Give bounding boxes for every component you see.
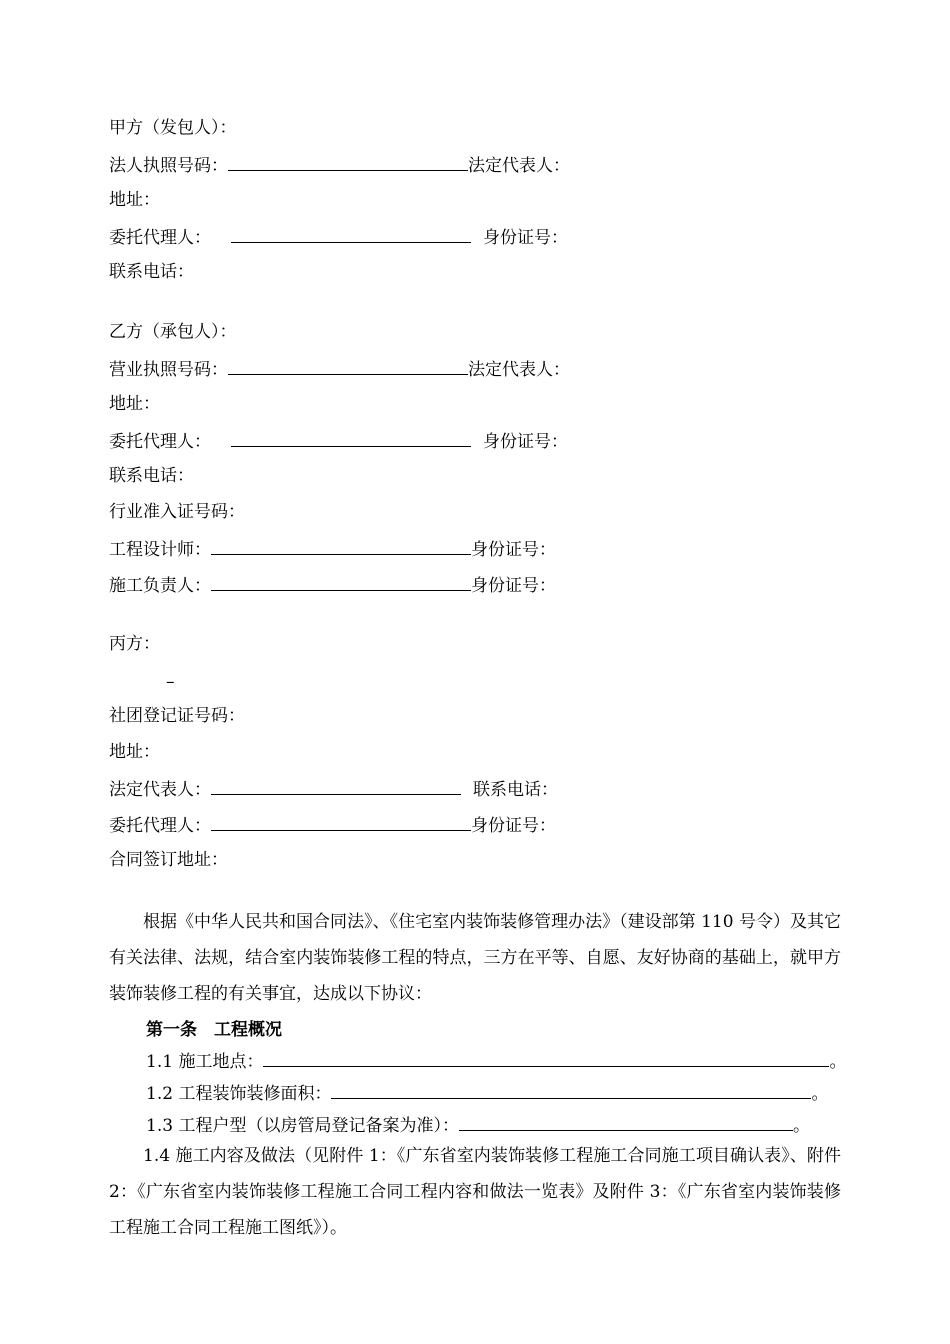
- party-c-id-label: 身份证号：: [471, 816, 556, 836]
- party-a-address-label: 地址：: [109, 190, 160, 210]
- article-1-heading: 第一条 工程概况: [146, 1020, 282, 1040]
- party-a-title: 甲方（发包人）：: [109, 118, 237, 138]
- party-b-manager-id-label: 身份证号：: [471, 576, 556, 596]
- party-b-agent-row: [109, 428, 568, 454]
- party-c-agent-blank[interactable]: [211, 812, 471, 831]
- party-a-rep-label: 法定代表人：: [468, 156, 570, 176]
- item-2-label: 1.2 工程装饰装修面积：: [146, 1084, 332, 1104]
- party-c-title: 丙方：: [109, 634, 160, 654]
- item-1-label: 1.1 施工地点：: [146, 1052, 264, 1072]
- item-2-blank[interactable]: [331, 1080, 811, 1099]
- item-1-blank[interactable]: [263, 1048, 829, 1067]
- party-a-agent-row: [109, 224, 568, 250]
- party-c-address-label: 地址：: [109, 742, 160, 762]
- party-b-license-blank[interactable]: [228, 356, 468, 375]
- item-2-end: 。: [811, 1084, 829, 1104]
- party-c-rep-label: 法定代表人：: [109, 780, 211, 800]
- article-1-item-2-row: [146, 1080, 828, 1106]
- party-b-title: 乙方（承包人）：: [109, 322, 237, 342]
- preamble-paragraph: 根据《中华人民共和国合同法》、《住宅室内装饰装修管理办法》（建设部第 110 号令）及其它有关法律、法规，结合室内装饰装修工程的特点，三方在平等、自愿、友好协商的基础上，就甲方装饰装修工程的有关事宜，达成以下协议：: [109, 912, 841, 1004]
- party-b-id-label: 身份证号：: [483, 432, 568, 452]
- party-b-manager-blank[interactable]: [211, 572, 471, 591]
- party-b-agent-blank[interactable]: [231, 428, 471, 447]
- party-b-designer-blank[interactable]: [211, 536, 471, 555]
- party-c-dash: –: [166, 672, 175, 692]
- party-a-agent-blank[interactable]: [231, 224, 471, 243]
- party-a-agent-label: 委托代理人：: [109, 228, 211, 248]
- party-c-agent-row: [109, 812, 556, 838]
- party-b-designer-label: 工程设计师：: [109, 540, 211, 560]
- item-3-end: 。: [792, 1116, 810, 1136]
- party-c-agent-label: 委托代理人：: [109, 816, 211, 836]
- party-a-id-label: 身份证号：: [483, 228, 568, 248]
- party-b-rep-label: 法定代表人：: [468, 360, 570, 380]
- party-c-reg-label: 社团登记证号码：: [109, 706, 245, 726]
- party-b-license-label: 营业执照号码：: [109, 360, 228, 380]
- article-1-item-3-row: [146, 1112, 810, 1138]
- item-3-label: 1.3 工程户型（以房管局登记备案为准）：: [146, 1116, 459, 1136]
- party-b-manager-label: 施工负责人：: [109, 576, 211, 596]
- party-a-license-row: [109, 152, 570, 178]
- party-a-license-blank[interactable]: [228, 152, 468, 171]
- party-c-sign-addr-label: 合同签订地址：: [109, 850, 228, 870]
- party-a-phone-label: 联系电话：: [109, 262, 194, 282]
- party-b-manager-row: [109, 572, 556, 598]
- party-c-phone-label: 联系电话：: [473, 780, 558, 800]
- party-c-rep-row: [109, 776, 558, 802]
- article-1-item-4: 1.4 施工内容及做法（见附件 1：《广东省室内装饰装修工程施工合同施工项目确认表》、附件 2：《广东省室内装饰装修工程施工合同工程内容和做法一览表》及附件 3：《广东省室内装饰装修工程施工合同工程施工图纸》）。: [109, 1146, 841, 1238]
- party-b-permit-label: 行业准入证号码：: [109, 502, 245, 522]
- party-b-phone-label: 联系电话：: [109, 466, 194, 486]
- article-1-item-1-row: [146, 1048, 846, 1074]
- party-c-rep-blank[interactable]: [211, 776, 461, 795]
- party-b-license-row: [109, 356, 570, 382]
- item-1-end: 。: [829, 1052, 847, 1072]
- party-b-designer-row: [109, 536, 556, 562]
- party-a-license-label: 法人执照号码：: [109, 156, 228, 176]
- party-b-address-label: 地址：: [109, 394, 160, 414]
- party-b-agent-label: 委托代理人：: [109, 432, 211, 452]
- party-b-designer-id-label: 身份证号：: [471, 540, 556, 560]
- item-3-blank[interactable]: [459, 1112, 793, 1131]
